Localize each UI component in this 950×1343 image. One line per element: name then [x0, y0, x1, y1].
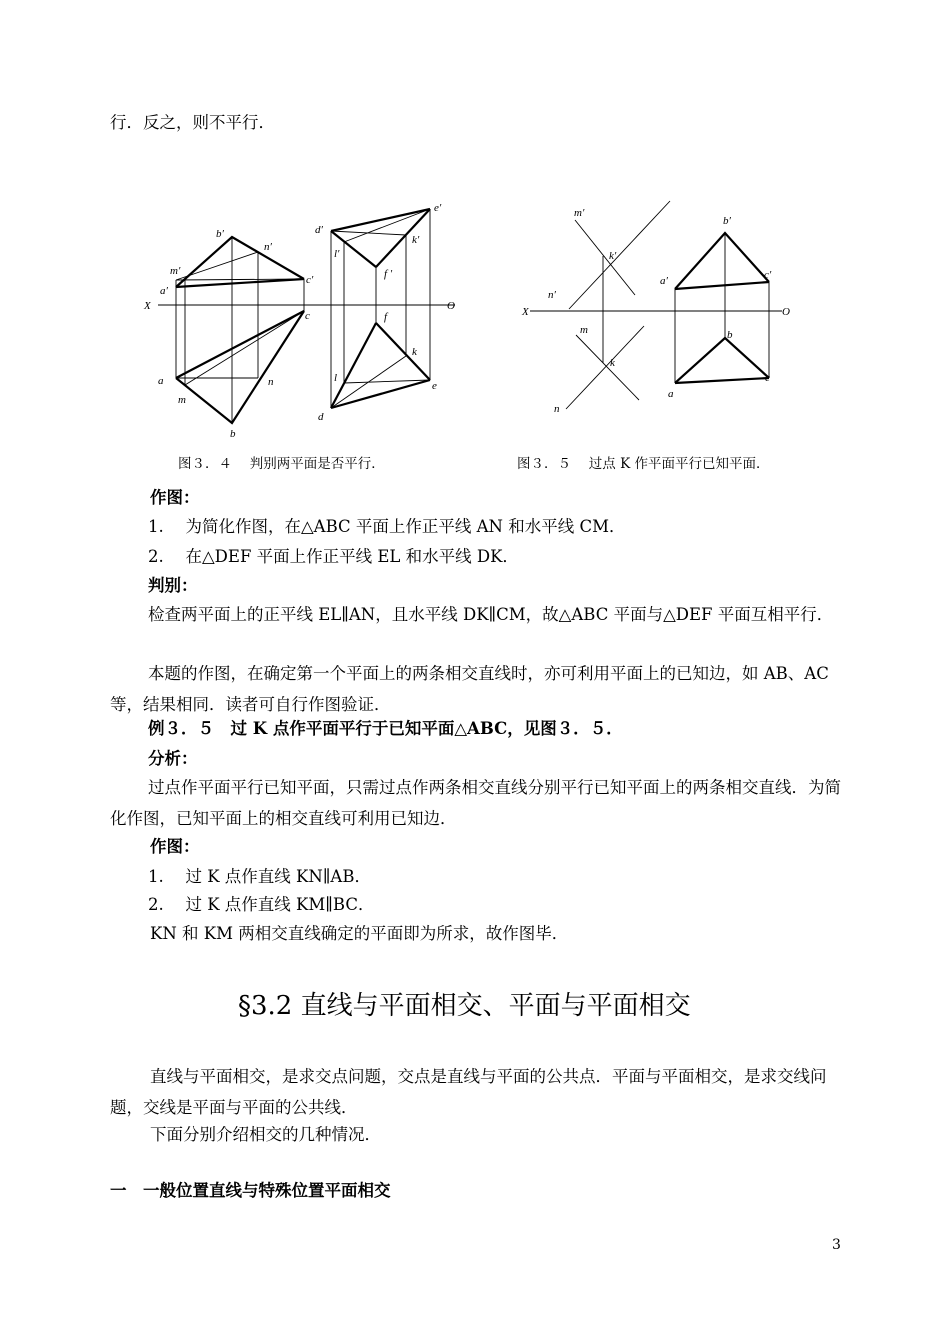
figure-3-4-caption: 图３．４ 判别两平面是否平行．: [178, 456, 385, 472]
fig35-label-c1: c′: [764, 269, 772, 281]
heading-analysis: 分析：: [148, 749, 198, 768]
fig34-label-d1: d′: [315, 224, 323, 236]
example-3-5: 例３．５ 过 K 点作平面平行于已知平面△ABC，见图３．５．: [148, 719, 623, 738]
fig34-label-f: f: [384, 311, 388, 323]
heading-judgement: 判别：: [148, 576, 198, 595]
analysis-paragraph: 过点作平面平行已知平面，只需过点作两条相交直线分别平行已知平面上的两条相交直线．为简化作图，已知平面上的相交直线可利用已知边．: [110, 778, 841, 828]
fig34-label-X: X: [144, 300, 151, 312]
step-1: 1. 为简化作图，在△ABC 平面上作正平线 AN 和水平线 CM．: [148, 517, 626, 536]
fig34-label-m: m: [178, 394, 186, 406]
fig34-label-e1: e′: [434, 202, 442, 214]
section-intro-line: 下面分别介绍相交的几种情况．: [150, 1125, 381, 1144]
fig34-label-a: a: [158, 375, 164, 387]
figure-3-4: [140, 195, 470, 440]
fig35-label-b: b: [727, 329, 733, 341]
fig35-label-k1: k′: [609, 250, 617, 262]
fig35-label-c: c: [765, 372, 770, 384]
fig34-label-O: O: [447, 300, 455, 312]
step-2: 2. 在△DEF 平面上作正平线 EL 和水平线 DK．: [148, 547, 519, 566]
fig35-label-a: a: [668, 388, 674, 400]
fig35-label-n1: n′: [548, 289, 556, 301]
figure-3-5: [518, 198, 808, 418]
fig34-label-l1: l′: [334, 248, 340, 260]
fig35-label-X: X: [522, 306, 529, 318]
heading-construction-2: 作图：: [150, 837, 200, 856]
top-line: 行．反之，则不平行．: [110, 113, 275, 132]
step-2b: 2. 过 K 点作直线 KM∥BC．: [148, 895, 375, 914]
note-paragraph: 本题的作图，在确定第一个平面上的两条相交直线时，亦可利用平面上的已知边，如 AB、AC 等，结果相同．读者可自行作图验证．: [110, 664, 829, 714]
fig34-label-f1: f ′: [384, 268, 393, 280]
fig35-label-k: k: [610, 357, 615, 369]
fig34-label-n1: n′: [264, 241, 272, 253]
fig34-label-m1: m′: [170, 265, 181, 277]
fig35-label-n: n: [554, 403, 560, 415]
conclusion-line: KN 和 KM 两相交直线确定的平面即为所求，故作图毕．: [150, 924, 569, 943]
section-intro-paragraph: 直线与平面相交，是求交点问题，交点是直线与平面的公共点．平面与平面相交，是求交线问题，交线是平面与平面的公共线．: [110, 1067, 827, 1117]
fig34-label-b1: b′: [216, 228, 224, 240]
section-title: §3.2 直线与平面相交、平面与平面相交: [238, 991, 691, 1021]
fig34-label-l: l: [334, 372, 338, 384]
fig35-label-m: m: [580, 324, 588, 336]
judgement-paragraph: 检查两平面上的正平线 EL∥AN，且水平线 DK∥CM，故△ABC 平面与△DEF 平面互相平行．: [148, 605, 834, 624]
step-1b: 1. 过 K 点作直线 KN∥AB．: [148, 867, 371, 886]
fig34-label-c: c: [305, 310, 310, 322]
fig35-label-m1: m′: [574, 207, 585, 219]
fig34-label-d: d: [318, 411, 324, 423]
fig34-label-c1: c′: [306, 274, 314, 286]
fig34-label-e: e: [432, 380, 437, 392]
figure-3-5-caption: 图３．５ 过点 K 作平面平行已知平面．: [517, 456, 770, 472]
fig34-label-b: b: [230, 428, 236, 440]
heading-construction: 作图：: [150, 488, 200, 507]
fig34-label-n: n: [268, 376, 274, 388]
fig34-label-a1: a′: [160, 285, 168, 297]
fig35-label-a1: a′: [660, 275, 668, 287]
fig34-label-k: k: [412, 346, 417, 358]
subheading: 一 一般位置直线与特殊位置平面相交: [110, 1181, 391, 1200]
fig35-label-O: O: [782, 306, 790, 318]
fig34-label-k1: k′: [412, 234, 420, 246]
fig35-label-b1: b′: [723, 215, 731, 227]
page-number: 3: [832, 1237, 841, 1253]
